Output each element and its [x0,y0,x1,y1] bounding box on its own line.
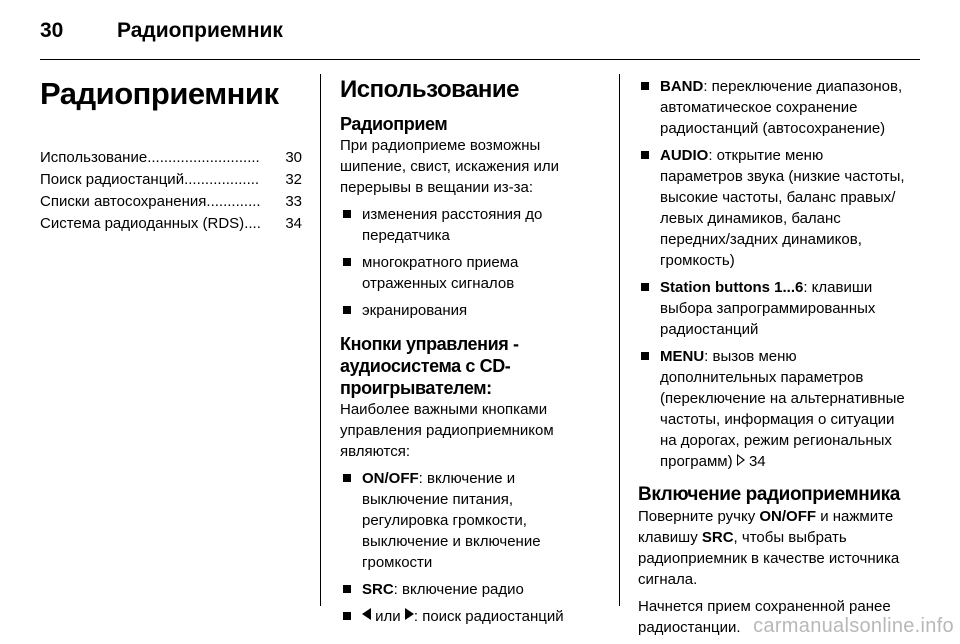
bullet-icon [343,585,351,593]
list-item-text: экранирования [362,302,468,319]
list-item [340,468,602,573]
reference-page-link[interactable]: 34 [748,453,766,470]
control-term: AUDIO [660,147,709,164]
table-of-contents [40,147,302,235]
section-title-usage: Использование [340,76,520,103]
radio-intro: При радиоприеме возможны шипение, свист, искажения или перерывы в вещании из-за: [340,137,560,196]
column-divider [320,74,321,606]
list-item-text: многократного приема отраженных сигналов [362,254,519,292]
control-term: SRC [701,529,734,546]
subsection-title-radio: Радиоприем [340,114,448,134]
page-number: 30 [40,19,64,42]
toc-page: 30 [285,149,302,166]
power-on-paragraph [638,506,910,590]
list-item [340,579,602,600]
interference-causes-list [340,204,602,321]
toc-item[interactable] [40,147,302,169]
toc-page: 34 [285,215,302,232]
control-description: : включение и выключение питания, регулировка громкости, выключение и включение громкости [362,470,541,571]
toc-label: Списки автосохранения [40,193,207,210]
toc-dots: .................. [184,171,260,188]
bullet-icon [343,474,351,482]
bullet-icon [343,210,351,218]
list-item [638,277,910,340]
bullet-icon [343,306,351,314]
bullet-icon [343,258,351,266]
power-on-paragraph-2: Начнется прием сохраненной ранее радиостанции. [638,598,891,636]
toc-dots: ........................... [147,149,260,166]
column-2 [340,70,602,633]
column-1 [40,70,302,235]
subsection-title-controls: Кнопки управления - аудиосистема с CD-проигрывателем: [340,334,519,398]
control-term: ON/OFF [759,508,817,525]
control-term: Station buttons 1...6 [660,279,804,296]
toc-page: 33 [285,193,302,210]
bullet-icon [641,151,649,159]
control-description: : поиск радиостанций [413,608,564,625]
list-item-text: изменения расстояния до передатчика [362,206,543,244]
list-item [638,346,910,472]
controls-list-continued [638,76,910,472]
control-description: : переключение диапазонов, автоматическое сохранение радиостанций (автосохранение) [660,78,903,137]
toc-dots: .... [244,215,261,232]
list-item [340,300,602,321]
toc-label: Поиск радиостанций [40,171,185,188]
header-title: Радиоприемник [117,19,283,42]
bullet-icon [343,612,351,620]
arrow-right-icon [405,608,414,620]
text-run: Поверните ручку [638,508,760,525]
controls-intro: Наиболее важными кнопками управления радиоприемником являются: [340,401,554,460]
section-title-power-on: Включение радиоприемника [638,484,900,505]
toc-item[interactable] [40,213,302,235]
chapter-title: Радиоприемник [40,76,279,111]
toc-page: 32 [285,171,302,188]
control-description: : вызов меню дополнительных параметров (переключение на альтернативные частоты, информация о ситуации на дорогах, режим региональных программ) [660,348,905,470]
list-item [340,252,602,294]
list-item [340,606,602,627]
column-3 [638,70,910,644]
text-run: и нажмите клавишу [638,508,894,546]
toc-dots: ............. [206,193,261,210]
toc-label: Система радиоданных (RDS) [40,215,245,232]
control-term: MENU [660,348,705,365]
list-item [638,76,910,139]
or-word: или [375,608,401,625]
page-reference-icon [737,454,745,466]
control-description: : клавиши выбора запрограммированных радиостанций [660,279,876,338]
bullet-icon [641,352,649,360]
control-description: : открытие меню параметров звука (низкие частоты, высокие частоты, баланс правых/левых динамиков, баланс передних/задних динамиков, громкость) [660,147,905,269]
toc-item[interactable] [40,169,302,191]
list-item [340,204,602,246]
header-rule [40,59,920,60]
toc-label: Использование [40,149,148,166]
control-term: SRC [362,581,394,598]
control-description: : включение радио [393,581,524,598]
page-header [0,0,960,60]
list-item [638,145,910,271]
text-run: , чтобы выбрать радиоприемник в качестве источника сигнала. [638,529,900,588]
controls-list [340,468,602,627]
bullet-icon [641,283,649,291]
arrow-left-icon [362,608,371,620]
toc-item[interactable] [40,191,302,213]
watermark: carmanualsonline.info [753,615,954,637]
column-divider [619,74,620,606]
control-term: BAND [660,78,704,95]
control-term: ON/OFF [362,470,419,487]
bullet-icon [641,82,649,90]
